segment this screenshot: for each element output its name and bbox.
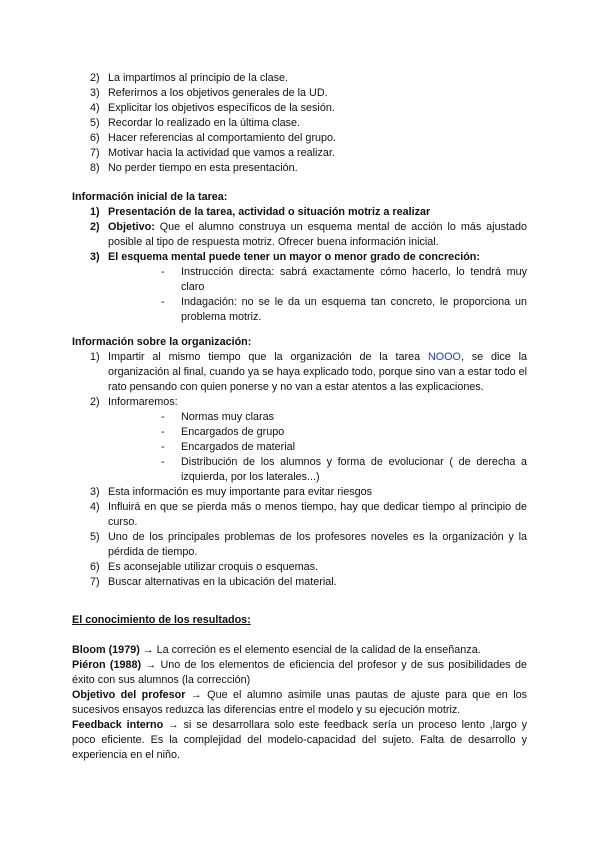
list-item: 1) Impartir al mismo tiempo que la organización de la tarea NOOO, se dice la organización al final, cuando ya se haya explicado todo, porque sino van a estar todo el rato pensando con quien ponerse y no van a estar atentos a las explicaciones. — [90, 351, 527, 393]
list-item: 3) Referirnos a los objetivos generales de la UD. — [90, 87, 328, 99]
sub-item: - Instrucción directa: sabrá exactamente cómo hacerlo, lo tendrá muy claro — [161, 266, 527, 293]
list-item: 7) Motivar hacia la actividad que vamos a realizar. — [90, 147, 335, 159]
paragraph: Piéron (1988) → Uno de los elementos de eficiencia del profesor y de sus posibilidades de éxito con sus alumnos (la corrección) — [72, 659, 527, 686]
sub-item: - Indagación: no se le da un esquema tan concreto, le proporciona un problema motriz. — [161, 296, 527, 323]
list-item: 2) Informaremos: — [90, 396, 178, 408]
sub-item: - Normas muy claras — [161, 411, 274, 423]
section-heading: Información inicial de la tarea: — [72, 191, 228, 203]
list-item: 5) Uno de los principales problemas de los profesores noveles es la organización y la pérdida de tiempo. — [90, 531, 527, 558]
list-item: 5) Recordar lo realizado en la última clase. — [90, 117, 301, 129]
list-item: 3) El esquema mental puede tener un mayor o menor grado de concreción: — [90, 251, 480, 263]
info-organizacion-section — [72, 335, 527, 590]
list-item: 2) Objetivo: Que el alumno construya un esquema mental de acción lo más ajustado posible al tipo de respuesta motriz. Ofrecer buena información inicial. — [90, 221, 527, 248]
highlighted-word: NOOO — [427, 351, 461, 363]
list-item: 3) Esta información es muy importante para evitar riesgos — [90, 486, 373, 498]
list-item: 6) Hacer referencias al comportamiento del grupo. — [90, 132, 337, 144]
sub-item: - Distribución de los alumnos y forma de evolucionar ( de derecha a izquierda, por los laterales...) — [161, 456, 527, 483]
list-item: 8) No perder tiempo en esta presentación. — [90, 162, 298, 174]
section-heading: Información sobre la organización: — [72, 336, 252, 348]
list-item: 4) Explicitar los objetivos específicos de la sesión. — [90, 102, 335, 114]
sub-item: - Encargados de material — [161, 441, 296, 453]
conocimiento-section — [72, 613, 527, 628]
paragraph: Feedback interno → si se desarrollara solo este feedback sería un proceso lento ,largo y poco eficiente. Es la complejidad del modelo-capacidad del sujeto. Falta de desarrollo y experiencia en el niño. — [72, 719, 528, 761]
list-item: 7) Buscar alternativas en la ubicación del material. — [90, 576, 337, 588]
paragraph: Objetivo del profesor → Que el alumno asimile unas pautas de ajuste para que en los sucesivos ensayos reduzca las diferencias entre el modelo y su ejecución motriz. — [72, 689, 527, 716]
sub-item: - Encargados de grupo — [161, 426, 285, 438]
info-inicial-section — [72, 190, 527, 325]
section-heading: El conocimiento de los resultados: — [72, 614, 251, 626]
objectives-list — [72, 71, 527, 176]
list-item: 4) Influirá en que se pierda más o menos tiempo, hay que dedicar tiempo al principio de curso. — [90, 501, 527, 528]
list-item: 6) Es aconsejable utilizar croquis o esquemas. — [90, 561, 319, 573]
list-item: 2) La impartimos al principio de la clase. — [90, 72, 289, 84]
list-item: 1) Presentación de la tarea, actividad o situación motriz a realizar — [90, 206, 431, 218]
paragraph: Bloom (1979) → La correción es el elemento esencial de la calidad de la enseñanza. — [72, 644, 481, 656]
conocimiento-paragraphs — [72, 643, 527, 763]
